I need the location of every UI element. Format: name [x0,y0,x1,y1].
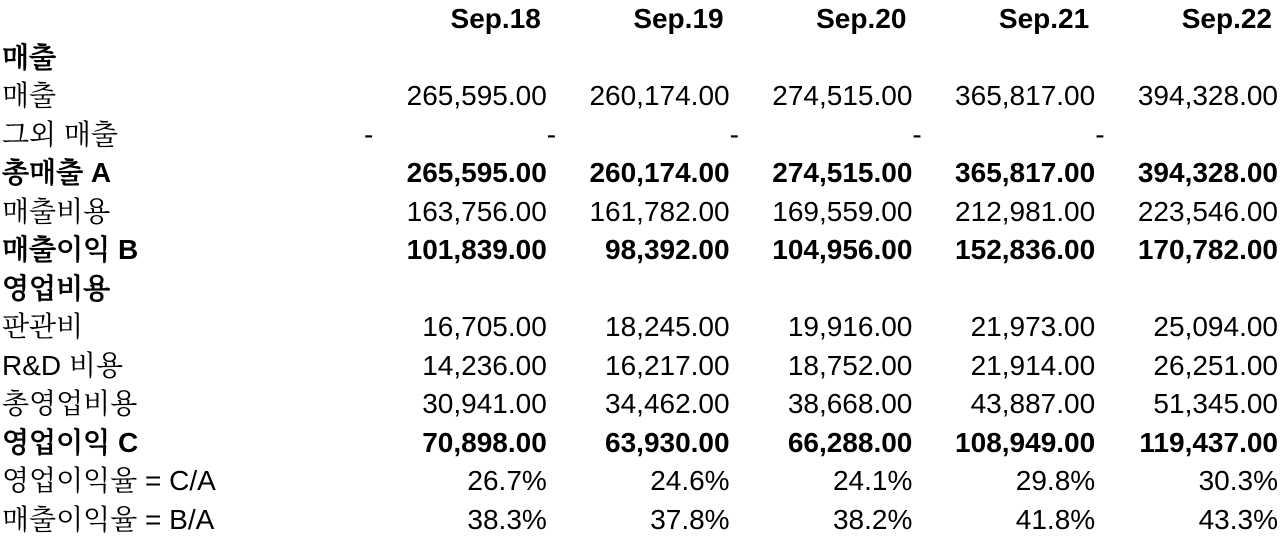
value-cell [1095,39,1278,78]
value-cell: 21,914.00 [970,349,1096,381]
value-cell: 16,217.00 [605,349,730,381]
value-cell: 223,546.00 [1137,195,1278,227]
column-header: Sep.21 [998,3,1090,35]
table-row [2,385,1278,424]
value-cell: 260,174.00 [589,157,730,189]
value-cell: 161,782.00 [589,195,730,227]
row-label: 판관비 [2,311,84,343]
value-cell: 394,328.00 [1137,157,1278,189]
value-cell: 265,595.00 [406,80,547,112]
value-cell: 274,515.00 [772,80,913,112]
value-cell: 38,668.00 [787,388,913,420]
row-label: R&D 비용 [2,349,123,381]
value-cell: 21,973.00 [970,311,1096,343]
value-cell: - [729,118,739,150]
value-cell [912,39,1095,78]
table-row [2,308,1278,347]
column-header-row [2,0,1278,39]
value-cell: 43.3% [1198,503,1278,535]
value-cell: 25,094.00 [1153,311,1278,343]
value-cell: 66,288.00 [787,426,913,458]
value-cell: 14,236.00 [422,349,547,381]
value-cell: 98,392.00 [605,234,730,266]
value-cell: 274,515.00 [772,157,913,189]
income-statement-table [2,0,1278,539]
table-row [2,116,1278,155]
column-header: Sep.20 [816,3,907,35]
value-cell: 260,174.00 [589,80,730,112]
row-label: 영업이익율 = C/A [2,465,216,497]
value-cell: 170,782.00 [1137,234,1278,266]
value-cell: - [1095,118,1105,150]
row-label: 그외 매출 [2,118,118,150]
value-cell: 365,817.00 [955,80,1096,112]
value-cell: 26,251.00 [1153,349,1278,381]
value-cell: 163,756.00 [406,195,547,227]
column-header: Sep.18 [450,3,541,35]
value-cell: 394,328.00 [1137,80,1278,112]
value-cell: - [546,118,557,150]
row-label: 매출 [2,80,57,112]
row-label: 영업비용 [2,272,111,304]
table-row [2,231,1278,270]
value-cell: 119,437.00 [1139,426,1278,458]
value-cell: 43,887.00 [970,388,1096,420]
table-row [2,462,1278,501]
row-label: 매출이익율 = B/A [2,503,215,535]
table-row [2,154,1278,193]
value-cell: 26.7% [467,465,547,497]
row-label: 매출비용 [2,195,111,227]
table-row [2,77,1278,116]
value-cell: 24.1% [832,465,913,497]
value-cell [730,270,913,309]
row-label: 총매출 A [2,157,112,189]
value-cell: 41.8% [1015,503,1096,535]
value-cell: 24.6% [650,465,730,497]
value-cell: 63,930.00 [605,426,730,458]
table-row [2,270,1278,309]
value-cell [730,39,913,78]
value-cell: 19,916.00 [787,311,913,343]
header-label-cell [2,0,364,39]
value-cell: 101,839.00 [406,234,547,266]
row-label: 매출 [2,41,57,73]
value-cell: 18,752.00 [787,349,913,381]
row-label: 매출이익 B [2,234,139,266]
value-cell: 51,345.00 [1153,388,1278,420]
value-cell: 34,462.00 [605,388,730,420]
value-cell [547,39,730,78]
value-cell: 30,941.00 [422,388,547,420]
value-cell: 70,898.00 [422,426,547,458]
value-cell: 38.3% [467,503,547,535]
value-cell: 29.8% [1015,465,1096,497]
row-label: 영업이익 C [2,426,139,458]
table-row [2,347,1278,386]
value-cell [364,270,547,309]
table-row [2,501,1278,540]
row-label: 총영업비용 [2,388,138,420]
table-body [2,39,1278,540]
value-cell: - [364,118,374,150]
value-cell [364,39,547,78]
value-cell: 16,705.00 [422,311,547,343]
value-cell: 265,595.00 [406,157,547,189]
table-row [2,424,1278,463]
value-cell: - [912,118,922,150]
value-cell [1095,270,1278,309]
value-cell: 169,559.00 [772,195,913,227]
value-cell: 104,956.00 [772,234,913,266]
value-cell [912,270,1095,309]
value-cell: 30.3% [1198,465,1278,497]
value-cell: 37.8% [650,503,730,535]
value-cell: 108,949.00 [955,426,1096,458]
table-row [2,193,1278,232]
value-cell: 38.2% [832,503,913,535]
value-cell: 18,245.00 [605,311,730,343]
table-row [2,39,1278,78]
column-header: Sep.19 [633,3,724,35]
value-cell: 212,981.00 [955,195,1096,227]
value-cell: 152,836.00 [955,234,1096,266]
value-cell: 365,817.00 [955,157,1096,189]
column-header: Sep.22 [1181,3,1272,35]
value-cell [547,270,730,309]
